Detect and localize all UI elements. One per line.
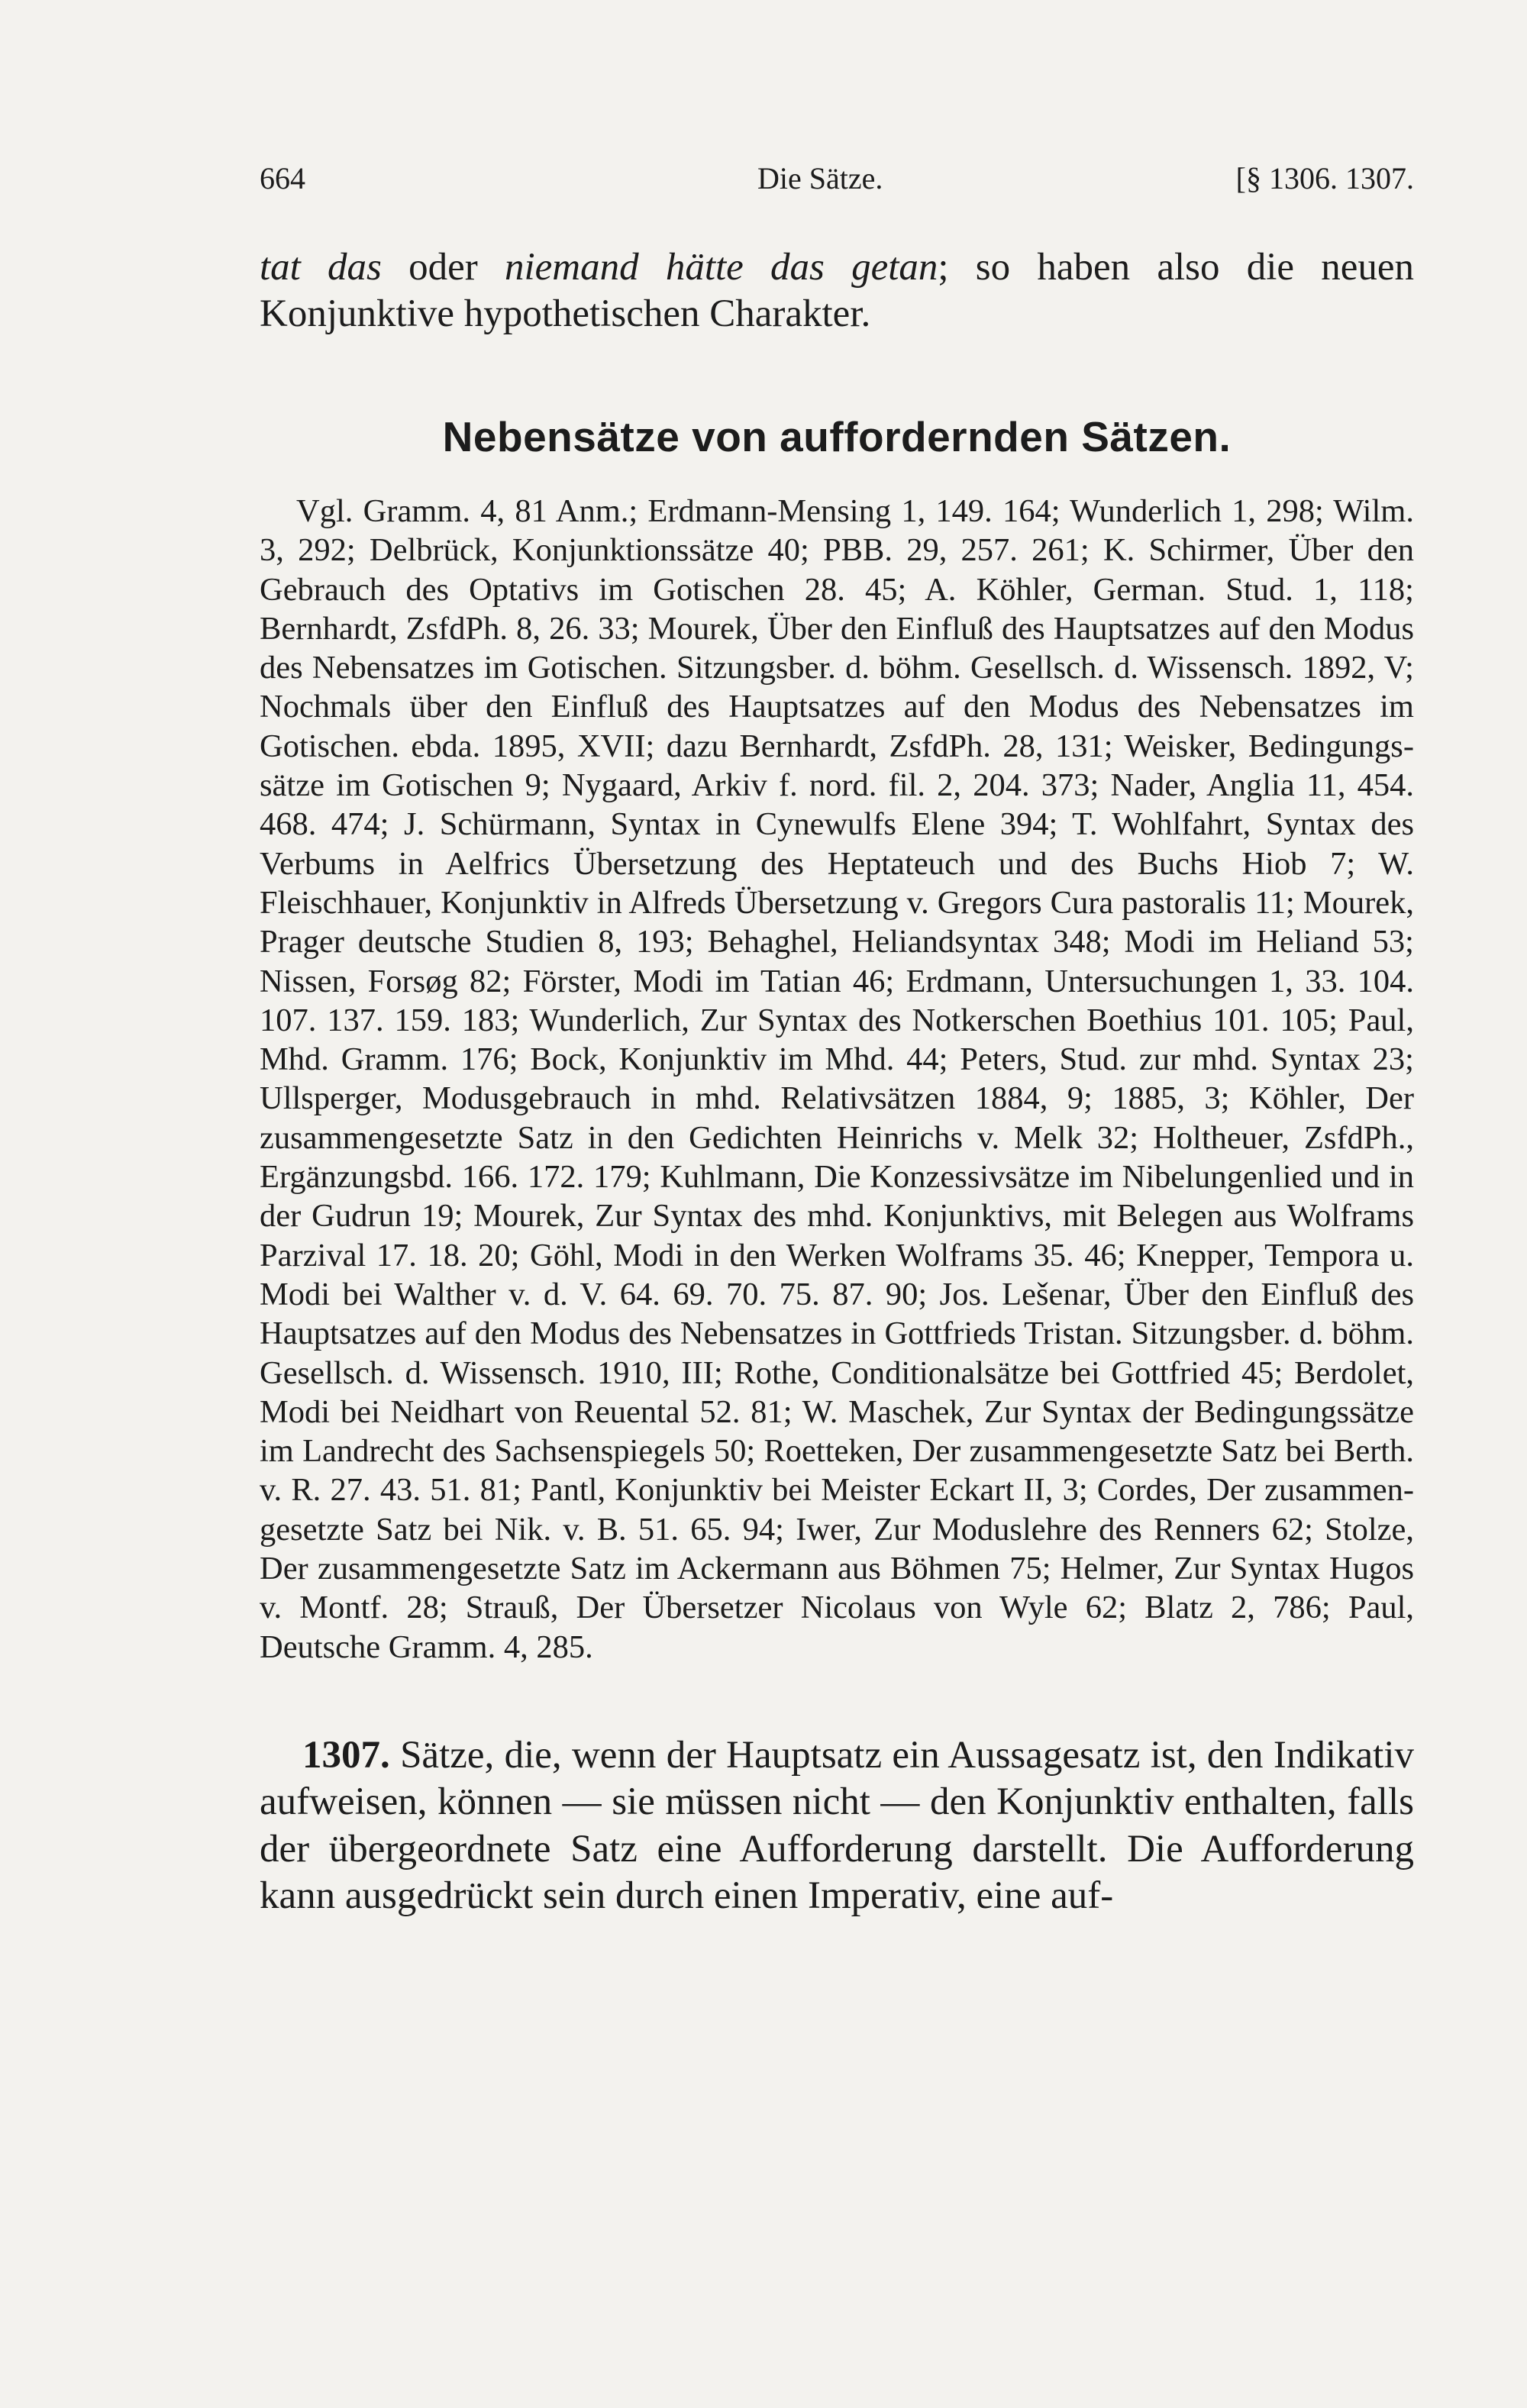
intro-connector: oder <box>381 246 505 289</box>
paragraph-1307 <box>260 1732 1414 1920</box>
page-number: 664 <box>260 161 305 195</box>
section-reference: [§ 1306. 1307. <box>1235 161 1414 195</box>
example-phrase-2: niemand hätte das getan <box>504 246 938 289</box>
paragraph-number: 1307. <box>302 1733 390 1777</box>
intro-conclusion: ; so haben also die neuen Konjunktive hypothetischen Charakter. <box>260 246 1414 335</box>
page-body <box>260 244 1414 1920</box>
bibliography-paragraph: Vgl. Gramm. 4, 81 Anm.; Erdmann-Mensing 1, 149. 164; Wunderlich 1, 298; Wilm. 3, 292; Delbrück, Konjunktionssätze 40; PBB. 29, 257. 261; K. Schirmer, Über den Gebrauch des Optativs im Gotischen 28. 45; A. Köhler, German. Stud. 1, 118; Bernhardt, ZsfdPh. 8, 26. 33; Mourek, Über den Einfluß des Hauptsatzes auf den Modus des Nebensatzes im Gotischen. Sitzungsber. d. böhm. Gesellsch. d. Wissensch. 1892, V; Nochmals über den Einfluß des Hauptsatzes auf den Modus des Nebensatzes im Gotischen. ebda. 1895, XVII; dazu Bernhardt, ZsfdPh. 28, 131; Weisker, Bedingungssätze im Gotischen 9; Nygaard, Arkiv f. nord. fil. 2, 204. 373; Nader, Anglia 11, 454. 468. 474; J. Schürmann, Syntax in Cynewulfs Elene 394; T. Wohlfahrt, Syntax des Verbums in Aelfrics Übersetzung des Heptateuch und des Buchs Hiob 7; W. Fleischhauer, Konjunktiv in Alfreds Übersetzung v. Gregors Cura pastoralis 11; Mourek, Prager deutsche Studien 8, 193; Behaghel, Heliandsyntax 348; Modi im Heliand 53; Nissen, Forsøg 82; Förster, Modi im Tatian 46; Erdmann, Untersuchungen 1, 33. 104. 107. 137. 159. 183; Wunderlich, Zur Syntax des Notkerschen Boethius 101. 105; Paul, Mhd. Gramm. 176; Bock, Konjunktiv im Mhd. 44; Peters, Stud. zur mhd. Syntax 23; Ullsperger, Modusgebrauch in mhd. Relativsätzen 1884, 9; 1885, 3; Köhler, Der zusammengesetzte Satz in den Gedichten Heinrichs v. Melk 32; Holtheuer, ZsfdPh., Ergänzungsbd. 166. 172. 179; Kuhlmann, Die Konzessivsätze im Nibelungenlied und in der Gudrun 19; Mourek, Zur Syntax des mhd. Konjunktivs, mit Belegen aus Wolframs Parzival 17. 18. 20; Göhl, Modi in den Werken Wolframs 35. 46; Knepper, Tempora u. Modi bei Walther v. d. V. 64. 69. 70. 75. 87. 90; Jos. Lešenar, Über den Einfluß des Hauptsatzes auf den Modus des Nebensatzes in Gottfrieds Tristan. Sitzungsber. d. böhm. Gesellsch. d. Wissensch. 1910, III; Rothe, Conditionalsätze bei Gottfried 45; Berdolet, Modi bei Neidhart von Reuental 52. 81; W. Maschek, Zur Syntax der Bedingungssätze im Landrecht des Sachsenspiegels 50; Roetteken, Der zusammengesetzte Satz bei Berth. v. R. 27. 43. 51. 81; Pantl, Konjunktiv bei Meister Eckart II, 3; Cordes, Der zusammengesetzte Satz bei Nik. v. B. 51. 65. 94; Iwer, Zur Moduslehre des Renners 62; Stolze, Der zusammengesetzte Satz im Ackermann aus Böhmen 75; Helmer, Zur Syntax Hugos v. Montf. 28; Strauß, Der Übersetzer Nicolaus von Wyle 62; Blatz 2, 786; Paul, Deutsche Gramm. 4, 285. <box>260 493 1414 1665</box>
section-heading: Nebensätze von auffordernden Sätzen. <box>442 413 1232 460</box>
paragraph-text: Sätze, die, wenn der Hauptsatz ein Aussagesatz ist, den Indikativ aufweisen, können — sie müssen nicht — den Konjunktiv enthalten, falls der übergeordnete Satz eine Aufforderung darstellt. Die Aufforderung kann ausgedrückt sein durch einen Imperativ, eine auf- <box>260 1733 1414 1918</box>
intro-paragraph <box>260 244 1414 337</box>
running-title: Die Sätze. <box>757 161 883 195</box>
running-header <box>260 157 1414 200</box>
example-phrase-1: tat das <box>260 246 382 289</box>
